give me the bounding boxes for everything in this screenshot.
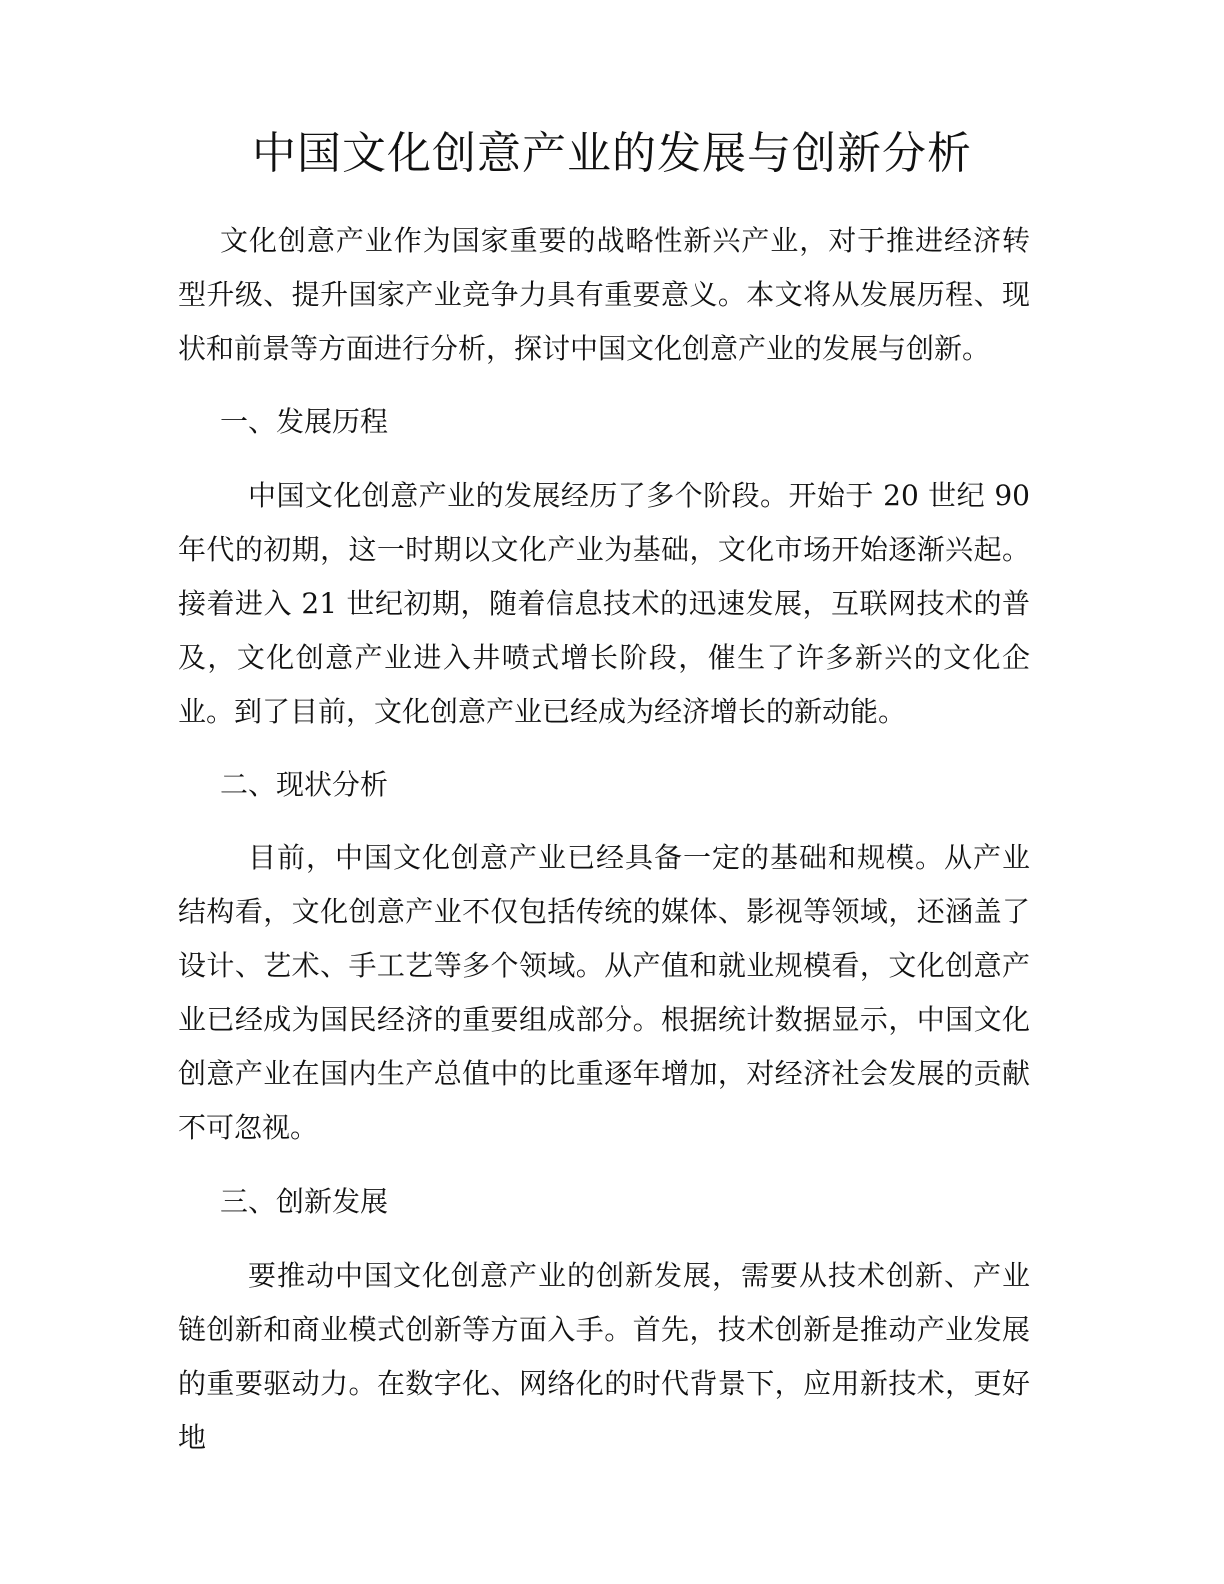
document-title: 中国文化创意产业的发展与创新分析 [252,128,972,179]
intro-paragraph: 文化创意产业作为国家重要的战略性新兴产业，对于推进经济转型升级、提升国家产业竞争力具有重要意义。本文将从发展历程、现状和前景等方面进行分析，探讨中国文化创意产业的发展与创新。 [178,224,1030,365]
section-heading-innovation: 三、创新发展 [220,1185,389,1218]
section-heading-development-history: 一、发展历程 [220,405,389,438]
section-body-development-history: 中国文化创意产业的发展经历了多个阶段。开始于 20 世纪 90 年代的初期，这一时期以文化产业为基础，文化市场开始逐渐兴起。接着进入 21 世纪初期，随着信息技术的迅速发展，互联网技术的普及，文化创意产业进入井喷式增长阶段，催生了许多新兴的文化企业。到了目前，文化创意产业已经成为经济增长的新动能。 [178,479,1030,728]
section-body-innovation: 要推动中国文化创意产业的创新发展，需要从技术创新、产业链创新和商业模式创新等方面入手。首先，技术创新是推动产业发展的重要驱动力。在数字化、网络化的时代背景下，应用新技术，更好地 [178,1259,1030,1454]
section-body-current-status: 目前，中国文化创意产业已经具备一定的基础和规模。从产业结构看，文化创意产业不仅包括传统的媒体、影视等领域，还涵盖了设计、艺术、手工艺等多个领域。从产值和就业规模看，文化创意产业已经成为国民经济的重要组成部分。根据统计数据显示，中国文化创意产业在国内生产总值中的比重逐年增加，对经济社会发展的贡献不可忽视。 [178,841,1030,1144]
section-heading-current-status: 二、现状分析 [220,768,389,801]
